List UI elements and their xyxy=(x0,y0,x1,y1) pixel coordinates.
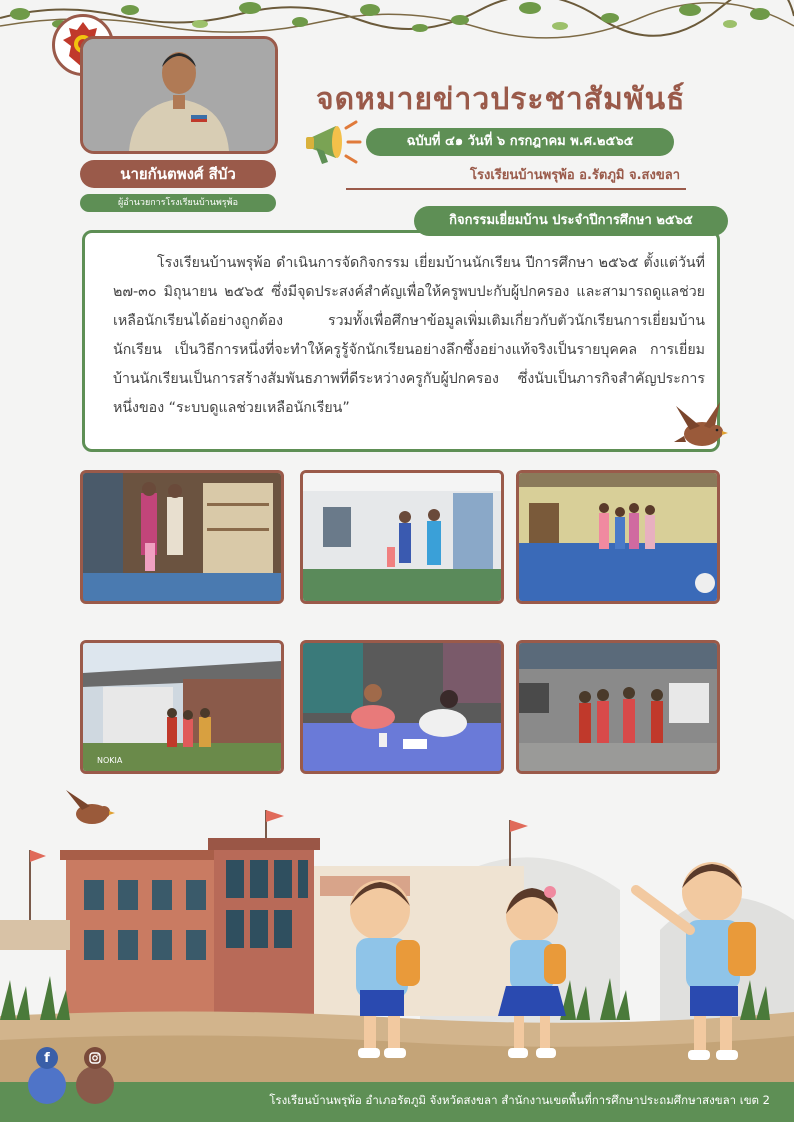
megaphone-icon xyxy=(306,118,364,170)
facebook-glyph: f xyxy=(44,1050,50,1066)
gallery-photo-6 xyxy=(516,640,720,774)
activity-heading: กิจกรรมเยี่ยมบ้าน ประจำปีการศึกษา ๒๕๖๕ xyxy=(414,206,728,236)
gallery-photo-5 xyxy=(300,640,504,774)
footer-address: โรงเรียนบ้านพรุพ้อ อำเภอรัตภูมิ จังหวัดสงขลา สำนักงานเขตพื้นที่การศึกษาประถมศึกษาสงขลา เขต 2 xyxy=(269,1093,770,1107)
newsletter-title: จดหมายข่าวประชาสัมพันธ์ xyxy=(316,82,686,117)
vine-decoration xyxy=(0,0,794,40)
article-box xyxy=(82,230,720,452)
director-photo xyxy=(80,36,278,154)
school-children-illustration xyxy=(0,780,794,1090)
facebook-icon[interactable] xyxy=(36,1047,58,1069)
instagram-icon[interactable] xyxy=(84,1047,106,1069)
gallery-photo-3 xyxy=(516,470,720,604)
director-name: นายกันตพงศ์ สีบัว xyxy=(80,160,276,188)
gallery-photo-1 xyxy=(80,470,284,604)
issue-info: ฉบับที่ ๔๑ วันที่ ๖ กรกฎาคม พ.ศ.๒๕๖๕ xyxy=(366,128,674,156)
bird-icon xyxy=(670,396,732,458)
instagram-circle[interactable] xyxy=(76,1066,114,1104)
photo-watermark: NOKIA xyxy=(97,756,123,765)
gallery-photo-2 xyxy=(300,470,504,604)
director-role: ผู้อำนวยการโรงเรียนบ้านพรุพ้อ xyxy=(80,194,276,212)
gallery-photo-4 xyxy=(80,640,284,774)
article-body: โรงเรียนบ้านพรุพ้อ ดำเนินการจัดกิจกรรม เยี่ยมบ้านนักเรียน ปีการศึกษา ๒๕๖๕ ตั้งแต่วันที่ ๒๗-๓๐ มิถุนายน ๒๕๖๕ ซึ่งมีจุดประสงค์สำคัญเพื่อให้ครูพบปะกับผู้ปกครอง และสามารถดูแลช่วยเหลือนักเรียนได้อย่างถูกต้อง รวมทั้งเพื่อศึกษาข้อมูลเพิ่มเติมเกี่ยวกับตัวนักเรียนการเยี่ยมบ้านนักเรียน เป็นวิธีการหนึ่งที่จะทำให้ครูรู้จักนักเรียนอย่างลึกซึ้งอย่างแท้จริงเป็นรายบุคคล การเยี่ยมบ้านนักเรียนเป็นการสร้างสัมพันธภาพที่ดีระหว่างครูกับผู้ปกครอง ซึ่งนับเป็นภารกิจสำคัญประการหนึ่งของ “ระบบดูแลช่วยเหลือนักเรียน” xyxy=(113,255,705,416)
school-location: โรงเรียนบ้านพรุพ้อ อ.รัตภูมิ จ.สงขลา xyxy=(346,164,686,190)
facebook-circle[interactable] xyxy=(28,1066,66,1104)
